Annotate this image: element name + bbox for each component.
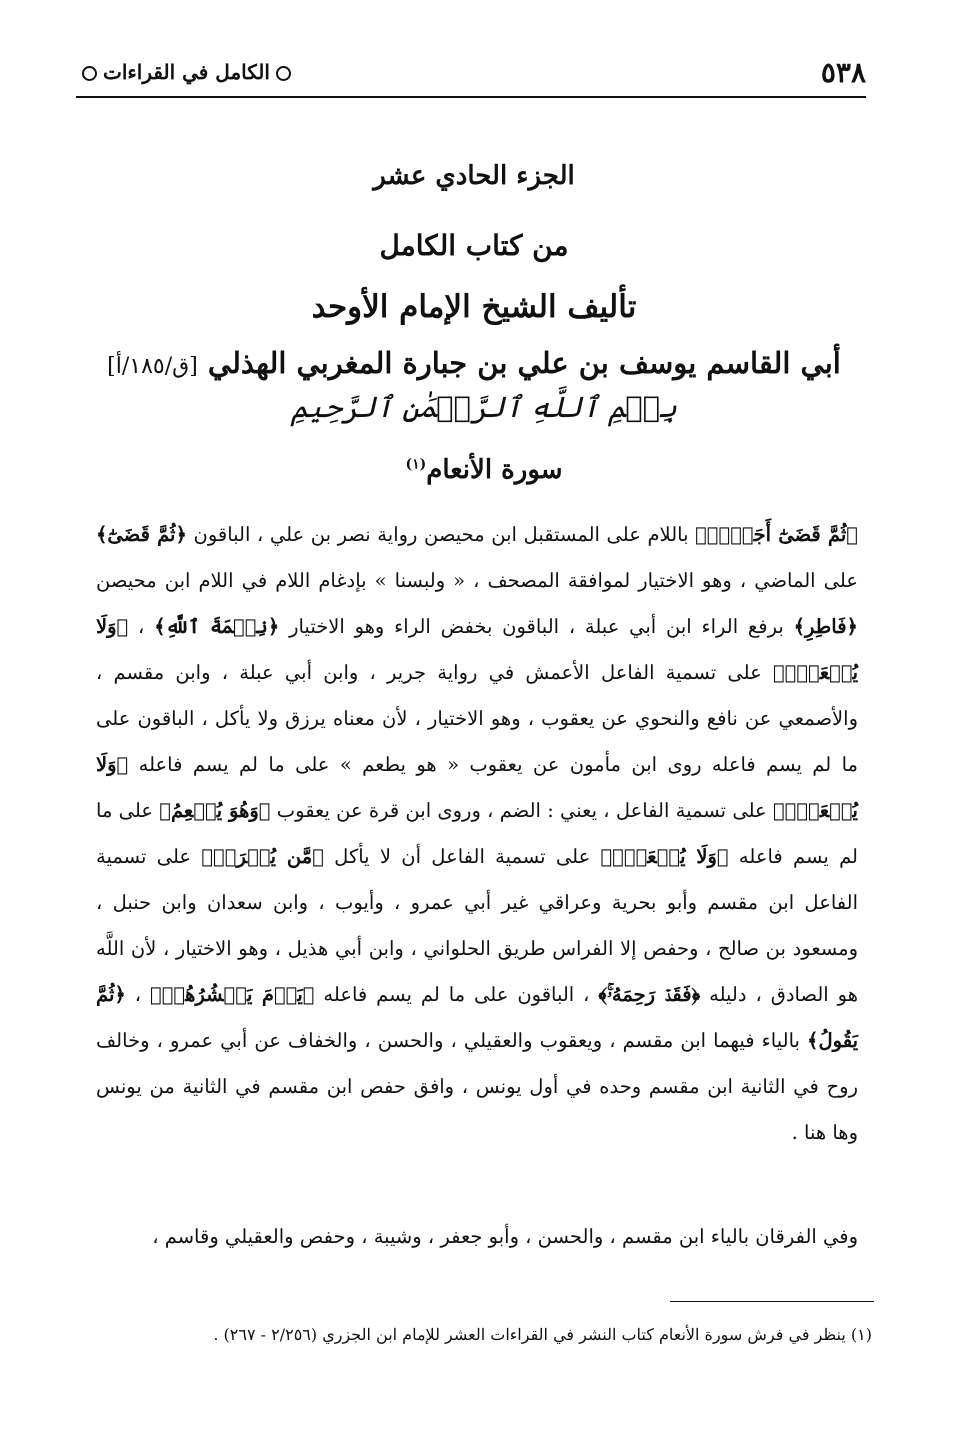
running-title-text: الكامل في القراءات <box>103 60 270 84</box>
footnote-divider <box>670 1301 874 1302</box>
surah-heading <box>200 455 768 485</box>
authored-by-heading: تأليف الشيخ الإمام الأوحد <box>311 289 637 325</box>
text-segment: ، <box>128 615 155 638</box>
text-segment: على ما لم يسم فاعله <box>96 799 859 868</box>
folio-reference: [ق/١٨٥/أ] <box>107 354 198 379</box>
quran-quote: ﴿ثُمَّ قَضَىٰٓ أَجَلٗاۖ﴾ <box>695 523 859 546</box>
page-number: ٥٣٨ <box>820 56 866 89</box>
quran-quote: ﴿ثُمَّ يَقُولُ﴾ <box>96 983 858 1052</box>
text-segment: بالياء فيهما ابن مقسم ، ويعقوب والعقيلي ، والحسن ، والخفاف عن أبي عمرو ، وخالف روح في الثانية ابن مقسم وحده في أول يونس ، وافق حفص ابن مقسم في الثانية من يونس وها هنا . <box>96 1029 858 1144</box>
body-paragraph <box>96 1214 858 1260</box>
quran-quote: ﴿وَهُوَ يُطۡعِمُ﴾ <box>159 799 271 822</box>
text-segment: ، الباقون على ما لم يسم فاعله <box>314 983 599 1006</box>
text-segment: على تسمية الفاعل أن لا يأكل <box>323 845 601 868</box>
text-segment: على تسمية الفاعل ابن مقسم وأبو بحرية وعراقي غير أبي عمرو ، وأيوب ، وابن سعدان وابن حنبل ، ومسعود بن صالح ، وحفص إلا الفراس طريق الحلواني ، وابن أبي هذيل ، وهو الاختيار ، لأن اللَّه هو الصادق ، دليله <box>96 845 859 1006</box>
text-segment: ، <box>125 983 150 1006</box>
quran-quote: ﴿وَلَا يُطۡعَمُۗ﴾ <box>96 753 858 822</box>
running-title <box>76 60 297 84</box>
body-paragraph <box>96 512 858 1156</box>
basmala: بِسۡمِ ٱللَّهِ ٱلرَّحۡمَٰنِ ٱلرَّحِيمِ <box>290 390 678 424</box>
quran-quote: ﴿وَلَا يُطۡعَمُۗ﴾ <box>96 615 858 684</box>
page-header <box>76 56 866 98</box>
ring-ornament-icon <box>276 66 291 81</box>
text-segment: على الماضي ، وهو الاختيار لموافقة المصحف ، « ولبسنا » بإدغام اللام في اللام ابن محيصن <box>96 569 858 592</box>
quran-quote: ﴿مَّن يُصۡرَفۡ﴾ <box>201 845 324 868</box>
title-block <box>90 150 858 390</box>
text-segment: باللام على المستقبل ابن محيصن رواية نصر بن علي ، الباقون <box>186 523 696 546</box>
book-heading: من كتاب الكامل <box>379 229 569 262</box>
quran-quote: ﴿ثُمَّ قَضَىٰٓ﴾ <box>96 523 187 546</box>
ring-ornament-icon <box>82 66 97 81</box>
quran-quote: ﴿فَقَدۡ رَحِمَهُۥۚ﴾ <box>598 983 701 1006</box>
text-segment: على تسمية الفاعل ، يعني : الضم ، وروى ابن قرة عن يعقوب <box>270 799 773 822</box>
author-heading <box>90 336 858 390</box>
quran-quote: ﴿وَلَا يُطۡعَمُۗ﴾ <box>600 845 729 868</box>
quran-quote: ﴿يَوۡمَ يَحۡشُرُهُمۡ﴾ <box>150 983 315 1006</box>
surah-title: سورة الأنعام <box>426 455 563 485</box>
part-heading: الجزء الحادي عشر <box>373 161 575 191</box>
text-segment: على تسمية الفاعل الأعمش في رواية جرير ، وابن أبي عبلة ، وابن مقسم ، والأصمعي عن نافع والنحوي عن يعقوب ، وهو الاختيار ، لأن معناه يرزق ولا يأكل ، الباقون على ما لم يسم فاعله روى ابن مأمون عن يعقوب « هو يطعم » على ما لم يسم فاعله <box>96 661 858 776</box>
text-segment: وفي الفرقان بالياء ابن مقسم ، والحسن ، وأبو جعفر ، وشيبة ، وحفص والعقيلي وقاسم ، <box>152 1225 858 1248</box>
author-name: أبي القاسم يوسف بن علي بن جبارة المغربي الهذلي <box>207 346 841 380</box>
footnote-marker: (١) <box>405 456 427 473</box>
text-segment: برفع الراء ابن أبي عبلة ، الباقون بخفض الراء وهو الاختيار <box>279 615 794 638</box>
footnote: (١) ينظر في فرش سورة الأنعام كتاب النشر في القراءات العشر للإمام ابن الجزري (٢/٢٥٦ - ٢٦٧) . <box>213 1325 872 1344</box>
quran-quote: ﴿نِعۡمَةَ ٱللَّهِ﴾ <box>154 615 280 638</box>
quran-quote: ﴿فَاطِرِ﴾ <box>793 615 858 638</box>
